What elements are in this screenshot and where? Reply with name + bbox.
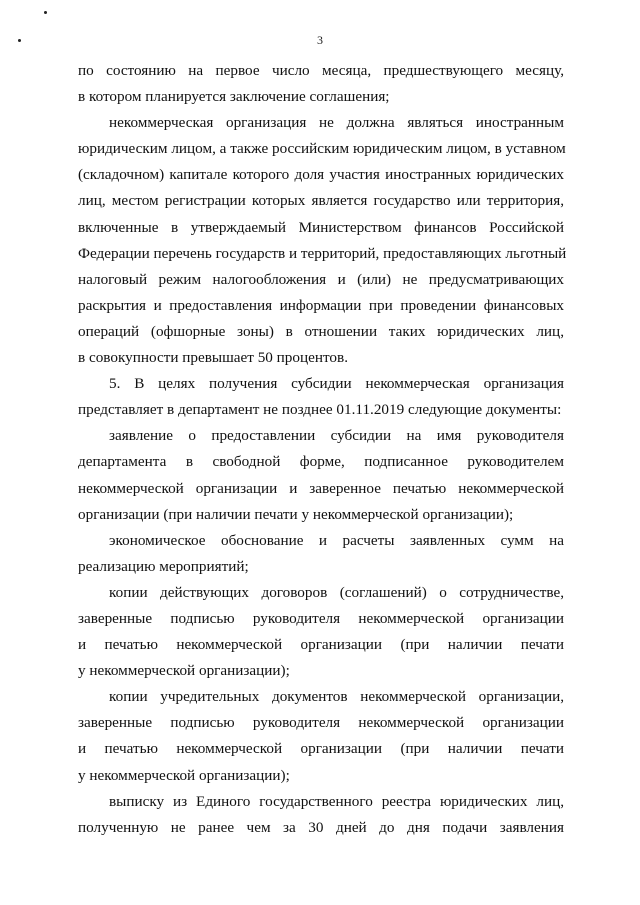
text-line: и печатью некоммерческой организации (при наличии печати [78,636,564,654]
text-line: 5. В целях получения субсидии некоммерческая организация [109,375,564,393]
text-line: юридическим лицом, а также российским юридическим лицом, в уставном [78,140,566,158]
text-line: реализацию мероприятий; [78,557,249,575]
text-line: лиц, местом регистрации которых является государство или территория, [78,192,564,210]
text-line: экономическое обоснование и расчеты заявленных сумм на [109,531,564,549]
text-line: налоговый режим налогообложения и (или) не предусматривающих [78,270,564,288]
paragraph [78,789,564,841]
text-line: у некоммерческой организации); [78,766,290,784]
text-line: операций (офшорные зоны) в отношении таких юридических лиц, [78,322,564,340]
paragraph [78,528,564,580]
text-line: департамента в свободной форме, подписанное руководителем [78,453,564,471]
text-line: по состоянию на первое число месяца, предшествующего месяцу, [78,62,564,79]
text-line: раскрытия и предоставления информации при проведении финансовых [78,296,564,314]
text-line: полученную не ранее чем за 30 дней до дня подачи заявления [78,818,564,836]
text-line: заявление о предоставлении субсидии на имя руководителя [109,427,564,445]
text-line: организации (при наличии печати у некоммерческой организации); [78,505,514,523]
text-line: заверенные подписью руководителя некоммерческой организации [78,714,564,732]
page-number: 3 [317,33,323,47]
text-line: (складочном) капитале которого доля участия иностранных юридических [78,166,564,184]
text-line: Федерации перечень государств и территорий, предоставляющих льготный [78,244,567,262]
paragraph [78,684,564,788]
paragraph [78,58,564,110]
scan-dot-mark [44,11,47,14]
paragraph [78,110,567,371]
paragraph [78,423,564,527]
text-line: представляет в департамент не позднее 01.11.2019 следующие документы: [78,401,562,419]
paragraph [78,580,564,684]
paragraph [78,371,564,423]
text-line: у некоммерческой организации); [78,662,290,680]
text-line: копии учредительных документов некоммерческой организации, [109,688,564,706]
text-line: копии действующих договоров (соглашений) о сотрудничестве, [109,583,564,601]
text-line: включенные в утверждаемый Министерством финансов Российской [78,218,564,236]
text-line: в котором планируется заключение соглашения; [78,88,390,106]
document-body [78,58,567,841]
text-line: некоммерческая организация не должна являться иностранным [109,114,564,132]
text-line: и печатью некоммерческой организации (при наличии печати [78,740,564,758]
text-line: заверенные подписью руководителя некоммерческой организации [78,609,564,627]
text-line: в совокупности превышает 50 процентов. [78,349,348,367]
text-line: выписку из Единого государственного реестра юридических лиц, [109,792,564,810]
text-line: некоммерческой организации и заверенное печатью некоммерческой [78,479,564,497]
